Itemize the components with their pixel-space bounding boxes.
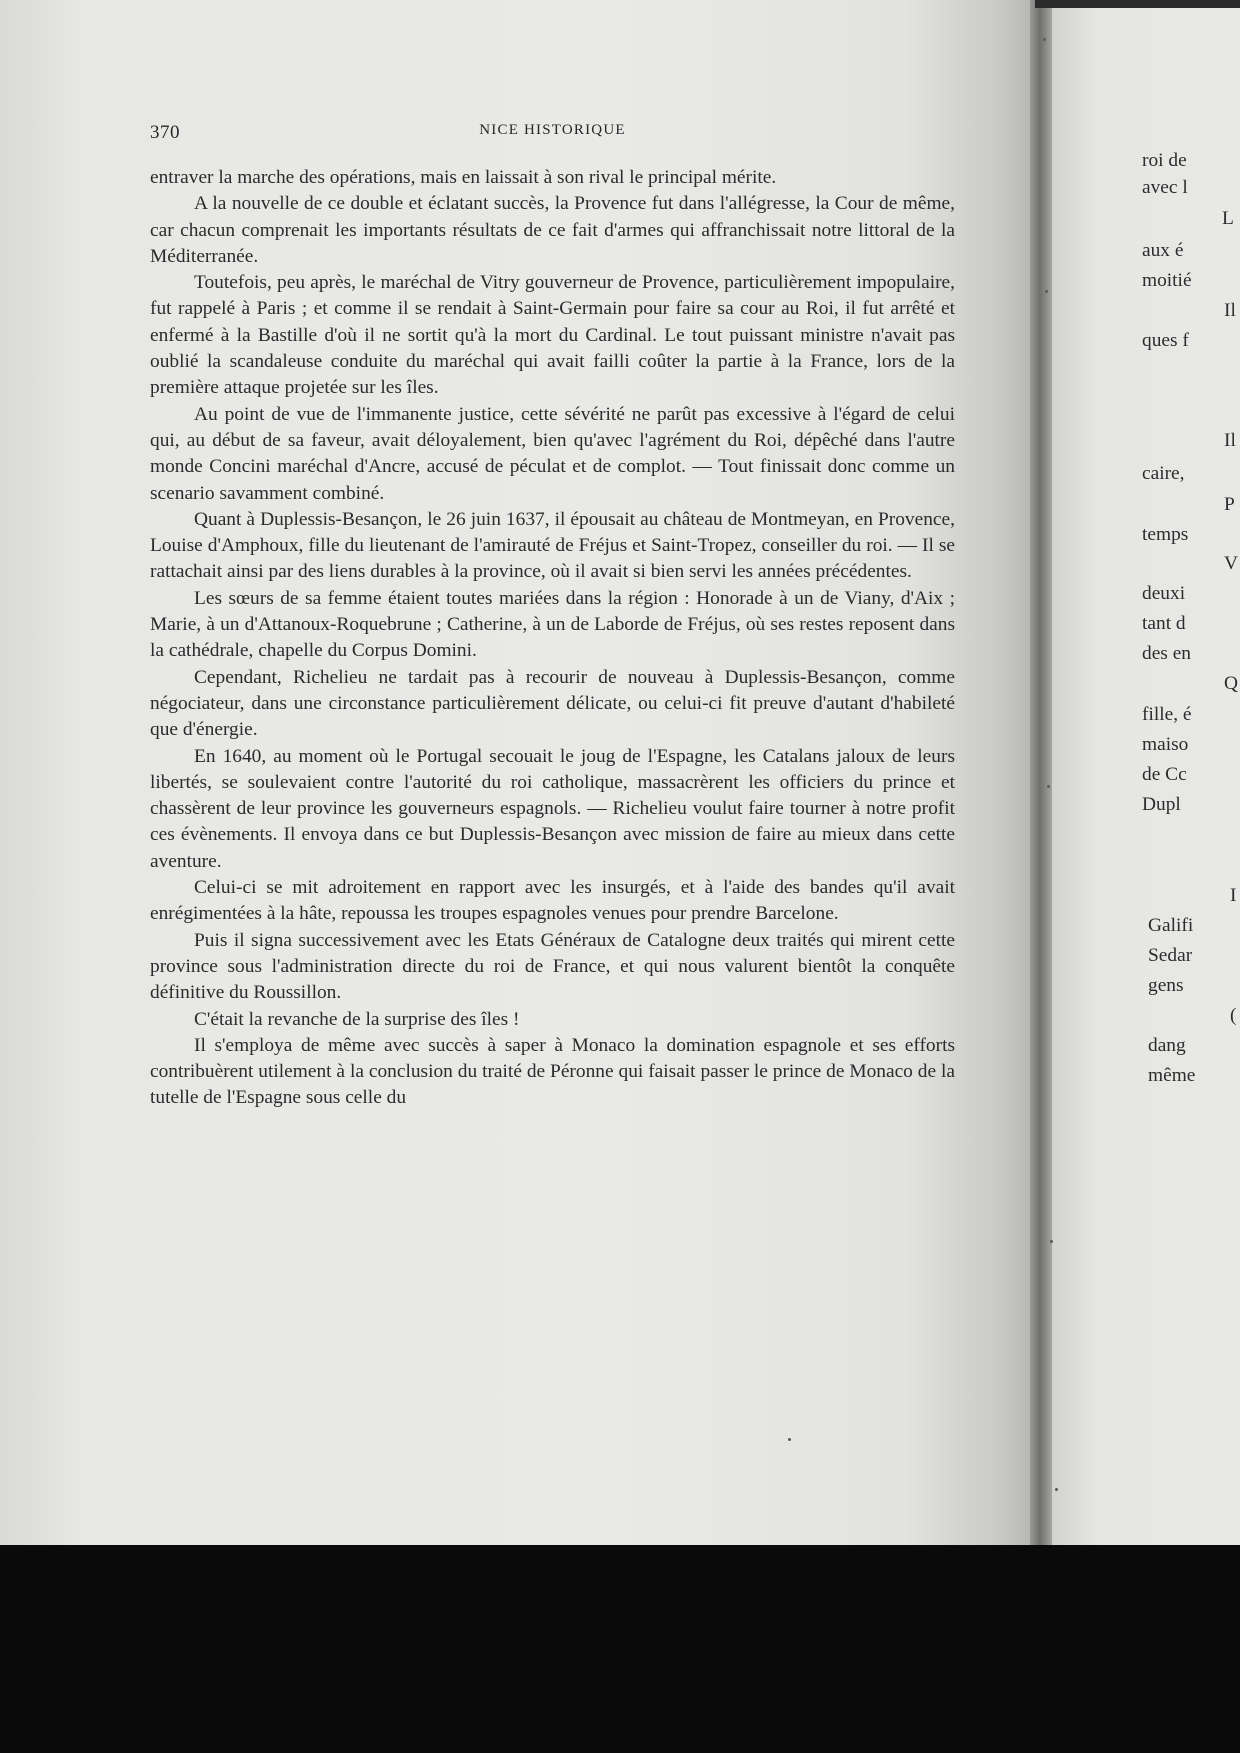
facing-page-line: P (1224, 494, 1235, 515)
paragraph: Il s'employa de même avec succès à saper à Monaco la domination espagnole et ses efforts contribuèrent utilement à la conclusion du traité de Péronne qui faisait passer le prince de Monaco de la tutelle de l'Espagne sous celle du (150, 1034, 955, 1109)
scan-speck (1055, 1488, 1058, 1491)
facing-page-line: Sedar (1148, 945, 1193, 966)
facing-page-line: des en (1142, 643, 1191, 664)
facing-page-line: même (1148, 1065, 1196, 1086)
facing-page-line: ques f (1142, 330, 1189, 351)
scan-speck (1050, 1240, 1053, 1243)
facing-page-line: maiso (1142, 734, 1189, 755)
facing-page-line: tant d (1142, 613, 1186, 634)
facing-page-line: temps (1142, 524, 1189, 545)
paragraph: Toutefois, peu après, le maréchal de Vitry gouverneur de Provence, particulièrement impopulaire, fut rappelé à Paris ; et comme il se rendait à Saint-Germain pour faire sa cour au Roi, il fut arrêté et enfermé à la Bastille d'où il ne sortit qu'à la mort du Cardinal. Le tout puissant ministre n'avait pas oublié la scandaleuse conduite du maréchal qui avait failli coûter la partie à la France, lors de la première attaque projetée sur les îles. (150, 272, 955, 399)
paragraph: Quant à Duplessis-Besançon, le 26 juin 1637, il épousait au château de Montmeyan, en Provence, Louise d'Amphoux, fille du lieutenant de l'amirauté de Fréjus et Saint-Tropez, conseiller du roi. — Il se rattachait ainsi par des liens durables à la province, où il avait si bien servi les années précédentes. (150, 508, 955, 583)
facing-page-line: dang (1148, 1035, 1186, 1056)
page-number: 370 (150, 122, 180, 143)
facing-page-line: avec l (1142, 177, 1188, 198)
running-title: NICE HISTORIQUE (479, 122, 626, 138)
facing-page-line: caire, (1142, 463, 1185, 484)
scan-speck (788, 1438, 791, 1441)
paragraph: Puis il signa successivement avec les Etats Généraux de Catalogne deux traités qui mirent cette province sous l'administration directe du roi de France, et qui nous valurent bientôt la conquête définitive du Roussillon. (150, 929, 955, 1004)
facing-page-line: fille, é (1142, 704, 1192, 725)
paragraph: Au point de vue de l'immanente justice, cette sévérité ne parût pas excessive à l'égard de celui qui, au début de sa faveur, avait déloyalement, bien qu'avec l'agrément du Roi, dépêché dans l'autre monde Concini maréchal d'Ancre, accusé de péculat et de complot. — Tout finissait donc comme un scenario savamment combiné. (150, 403, 955, 504)
paragraph: Celui-ci se mit adroitement en rapport avec les insurgés, et à l'aide des bandes qu'il avait enrégimentées à la hâte, repoussa les troupes espagnoles venues pour prendre Barcelone. (150, 877, 955, 925)
paragraph: entraver la marche des opérations, mais en laissait à son rival le principal mérite. (150, 167, 777, 188)
facing-page-line: roi de (1142, 150, 1187, 171)
paragraph: Cependant, Richelieu ne tardait pas à recourir de nouveau à Duplessis-Besançon, comme négociateur, dans une circonstance particulièrement délicate, ou celui-ci fit preuve d'autant d'habileté que d'énergie. (150, 666, 955, 741)
facing-page-line: I (1230, 885, 1237, 906)
facing-page-line: Galifi (1148, 915, 1194, 936)
scan-speck (1045, 290, 1048, 293)
facing-page-line: ( (1230, 1005, 1237, 1026)
book-gutter (1030, 0, 1052, 1545)
facing-page-line: L (1222, 208, 1234, 229)
facing-page-line: Il (1224, 300, 1236, 321)
facing-page-line: Q (1224, 673, 1239, 694)
paragraph: Les sœurs de sa femme étaient toutes mariées dans la région : Honorade à un de Viany, d'Aix ; Marie, à un d'Attanoux-Roquebrune ; Catherine, à un de Laborde de Fréjus, où ses restes reposent dans la cathédrale, chapelle du Corpus Domini. (150, 587, 955, 662)
facing-page-line: deuxi (1142, 583, 1186, 604)
facing-page-line: de Cc (1142, 764, 1187, 785)
facing-page-text (1052, 0, 1240, 1545)
facing-page-line: gens (1148, 975, 1184, 996)
page-header (150, 122, 955, 146)
facing-page-line: V (1224, 553, 1239, 574)
paragraph: A la nouvelle de ce double et éclatant succès, la Provence fut dans l'allégresse, la Cour de même, car chacun comprenait les importants résultats de ce fait d'armes qui affranchissait notre littoral de la Méditerranée. (150, 193, 955, 267)
facing-page-line: Dupl (1142, 794, 1181, 815)
facing-page-line: moitié (1142, 270, 1192, 291)
scan-speck (1047, 785, 1050, 788)
scan-speck (1043, 38, 1046, 41)
body-text (150, 165, 955, 1112)
facing-page-line: Il (1224, 430, 1236, 451)
paragraph: En 1640, au moment où le Portugal secouait le joug de l'Espagne, les Catalans jaloux de leurs libertés, se soulevaient contre l'autorité du roi catholique, massacrèrent les officiers du prince et chassèrent de leur province les gouverneurs espagnols. — Richelieu voulut faire tourner à notre profit ces évènements. Il envoya dans ce but Duplessis-Besançon avec mission de faire au mieux dans cette aventure. (150, 745, 955, 872)
facing-page-line: aux é (1142, 240, 1184, 261)
paragraph: C'était la revanche de la surprise des îles ! (194, 1008, 520, 1030)
